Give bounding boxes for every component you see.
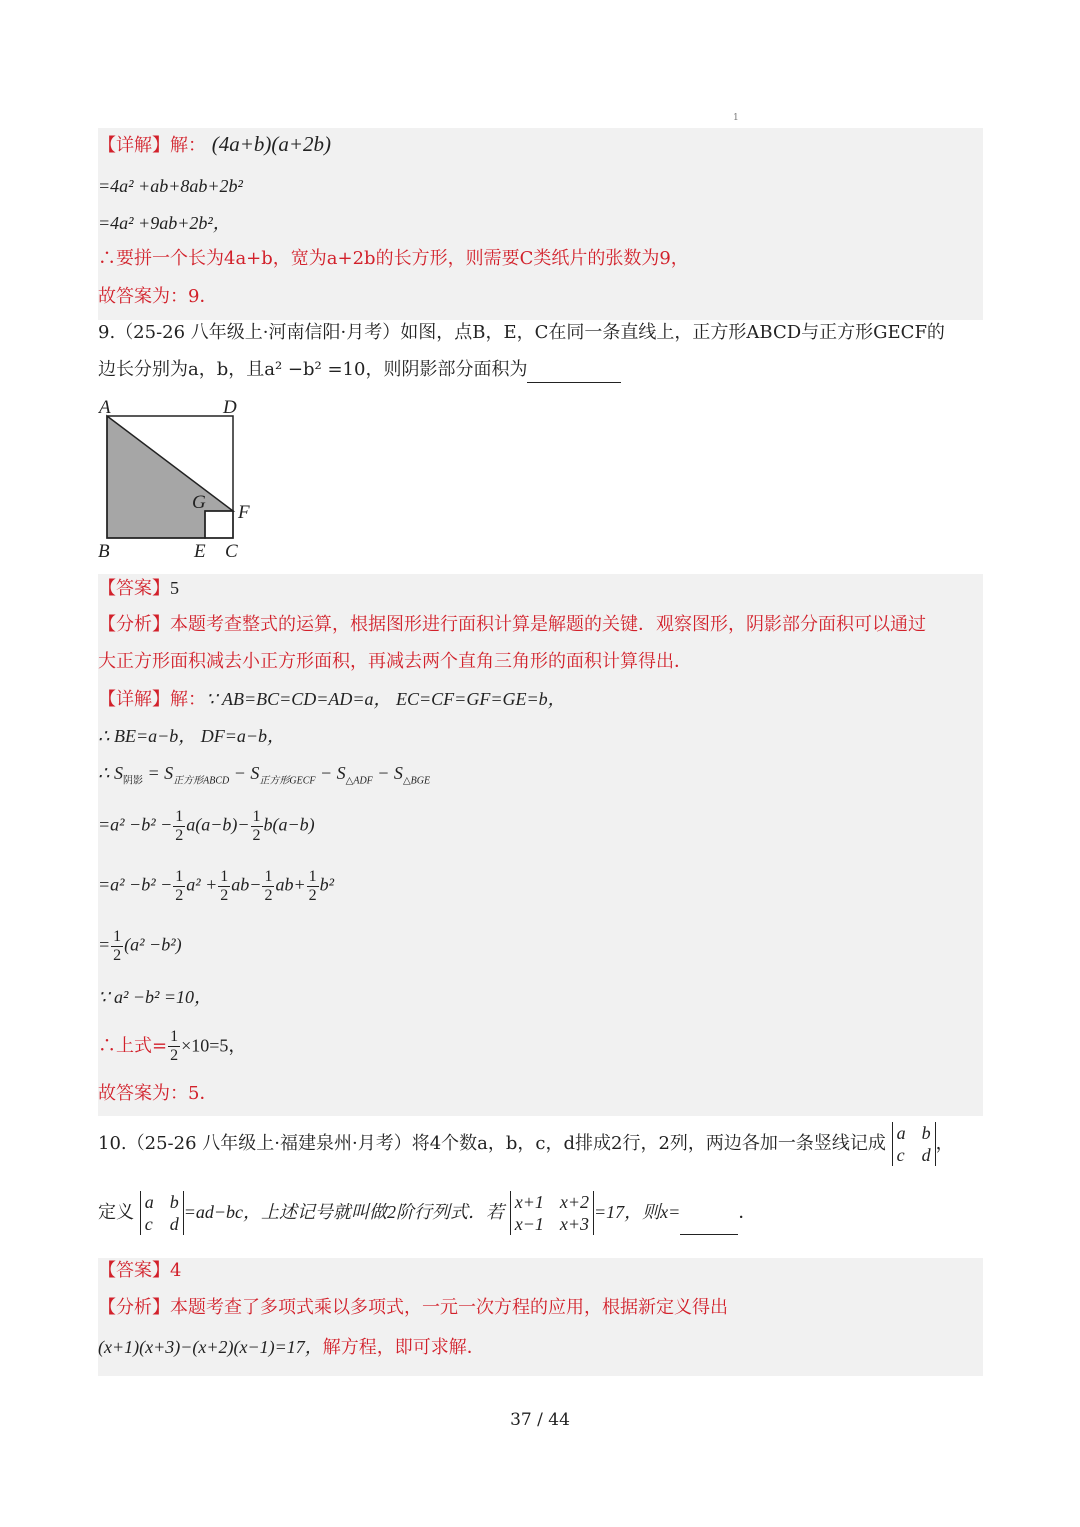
label-d: D	[223, 397, 237, 418]
q9-detail-line8: ∴上式= $\frac{1}{2}$ ×10=5，	[98, 1028, 247, 1064]
q8-final-answer: 故答案为：9．	[98, 286, 218, 307]
q9-square-figure	[95, 395, 265, 565]
q8-step-1: =4a² +ab+8ab+2b²	[98, 176, 243, 196]
determinant-notation: a b c d	[892, 1122, 936, 1166]
label-f: F	[238, 502, 250, 523]
determinant-definition: a b c d	[140, 1191, 184, 1235]
q9-detail-line4: =a² −b² − $\frac{1}{2}$ a(a−b)− $\frac{1}{2}$ b(a−b)	[98, 808, 315, 844]
small-square-gecf	[205, 511, 233, 538]
q9-detail-line7: ∵ a² −b² =10，	[98, 987, 213, 1007]
q9-detail-line6: = $\frac{1}{2}$ (a² −b²)	[98, 928, 182, 964]
label-g: G	[192, 492, 206, 513]
q10-question-line2: 定义 a b c d =ad−bc，上述记号就叫做2阶行列式．若 x+1 x+2 x−1 x+3 =17，则x= ．	[98, 1192, 757, 1234]
shaded-region	[107, 416, 233, 538]
q9-detail-line2: ∴ BE=a−b， DF=a−b，	[98, 726, 286, 746]
q9-analysis-line1: 【分析】本题考查整式的运算，根据图形进行面积计算是解题的关键．观察图形，阴影部分面积可以通过	[98, 614, 926, 635]
q8-detail-line: 【详解】解： (4a+b)(a+2b)	[98, 132, 332, 156]
answer-blank[interactable]	[680, 1214, 738, 1235]
q10-analysis-line2: (x+1)(x+3)−(x+2)(x−1)=17，解方程，即可求解．	[98, 1337, 485, 1358]
q9-detail-line3: ∴ $S_{阴影} = S_{正方形ABCD} - S_{正方形GECF} - S_{\triangle ADF} - S_{\triangle BGE}$	[98, 763, 431, 787]
q9-question-line1: 9.（25-26 八年级上·河南信阳·月考）如图，点B，E，C在同一条直线上，正方形ABCD与正方形GECF的	[98, 322, 945, 343]
q8-step-2: =4a² +9ab+2b²，	[98, 213, 231, 233]
q10-question-line1: 10.（25-26 八年级上·福建泉州·月考）将4个数a，b，c，d排成2行，2列，两边各加一条竖线记成 a b c d ，	[98, 1123, 954, 1165]
q9-final-answer: 故答案为：5．	[98, 1083, 218, 1104]
label-b: B	[98, 541, 110, 562]
label-e: E	[194, 541, 206, 562]
answer-blank[interactable]	[527, 362, 621, 383]
q9-question-line2: 边长分别为a，b，且a² −b² =10，则阴影部分面积为	[98, 357, 621, 383]
determinant-equation: x+1 x+2 x−1 x+3	[510, 1191, 594, 1235]
q9-analysis-line2: 大正方形面积减去小正方形面积，再减去两个直角三角形的面积计算得出．	[98, 651, 692, 672]
q10-analysis-line1: 【分析】本题考查了多项式乘以多项式，一元一次方程的应用，根据新定义得出	[98, 1297, 728, 1318]
q9-answer: 【答案】5	[98, 578, 179, 599]
q9-detail-line1: 【详解】解：∵ AB=BC=CD=AD=a， EC=CF=GF=GE=b，	[98, 689, 566, 710]
page-number: 37 / 44	[510, 1410, 570, 1430]
q9-detail-line5: =a² −b² − $\frac{1}{2}$ a² + $\frac{1}{2}$ ab− $\frac{1}{2}$ ab+ $\frac{1}{2}$ b²	[98, 868, 334, 904]
q10-answer: 【答案】4	[98, 1260, 182, 1281]
label-c: C	[225, 541, 238, 562]
page-mark: 1	[733, 113, 739, 123]
label-a: A	[99, 397, 111, 418]
q8-conclusion: ∴要拼一个长为4a+b，宽为a+2b的长方形，则需要C类纸片的张数为9，	[98, 248, 689, 269]
